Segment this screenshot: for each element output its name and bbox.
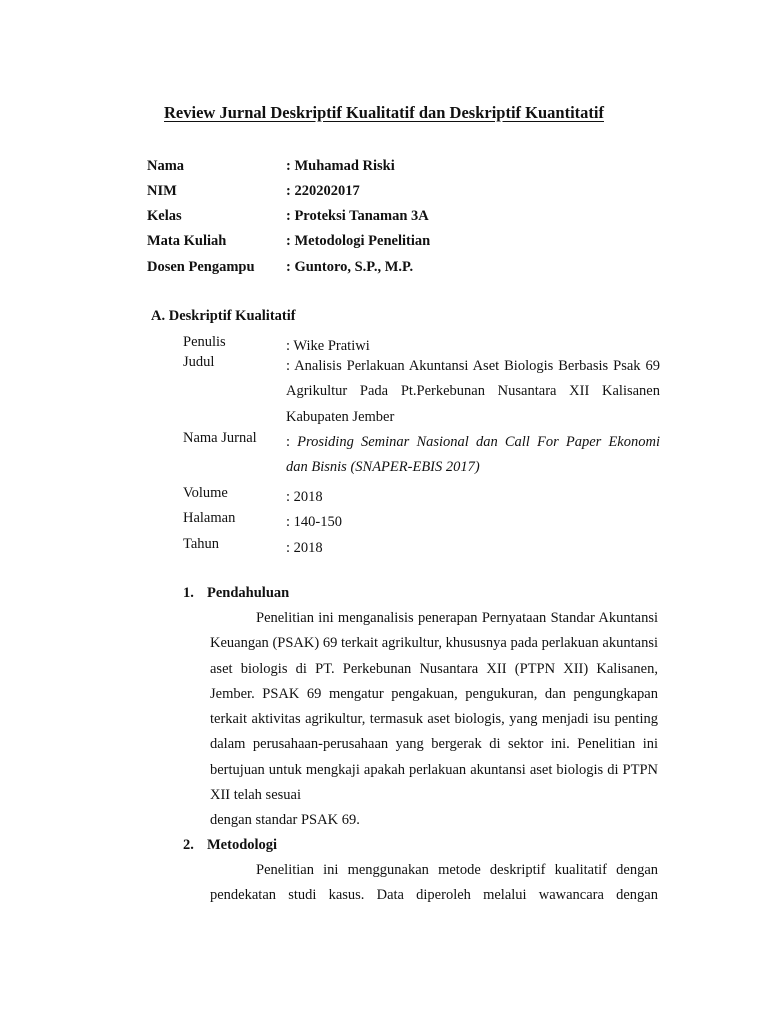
meta-value: : Wike Pratiwi (286, 338, 370, 354)
meta-label: Tahun (183, 536, 220, 552)
meta-value (286, 354, 660, 430)
info-label: Dosen Pengampu (147, 259, 255, 275)
subheading-text: Metodologi (207, 837, 278, 853)
jurnal-name-part2: dan Bisnis (SNAPER-EBIS 2017) (286, 459, 480, 476)
info-value: : Muhamad Riski (286, 158, 395, 174)
meta-value: : 2018 (286, 489, 323, 505)
subheading-pendahuluan (183, 585, 289, 602)
jurnal-name-part1: Prosiding Seminar Nasional dan Call For Paper Ekonomi (297, 434, 660, 450)
pendahuluan-paragraph (210, 606, 658, 834)
info-label: NIM (147, 183, 177, 199)
meta-label: Judul (183, 354, 215, 370)
meta-label: Penulis (183, 334, 226, 350)
info-value: : Proteksi Tanaman 3A (286, 208, 429, 224)
meta-label: Nama Jurnal (183, 430, 257, 446)
info-label: Nama (147, 158, 185, 174)
judul-value-part1: : Analisis Perlakuan Akuntansi Aset Biologis Berbasis Psak 69 Agrikultur Pada Pt.Perkebunan Nusantara XII Kalisanen (286, 358, 660, 400)
judul-value-part2: Kabupaten Jember (286, 408, 395, 425)
subheading-number: 2. (183, 837, 194, 853)
info-value: : 220202017 (286, 183, 360, 199)
section-a-heading: A. Deskriptif Kualitatif (151, 308, 296, 324)
jurnal-colon: : (286, 434, 298, 450)
meta-value: : 2018 (286, 540, 323, 556)
subheading-number: 1. (183, 585, 194, 601)
subheading-metodologi (183, 837, 277, 854)
document-title: Review Jurnal Deskriptif Kualitatif dan Deskriptif Kuantitatif (164, 103, 604, 122)
paragraph-last-line: dengan standar PSAK 69. (210, 812, 360, 829)
info-label: Kelas (147, 208, 182, 224)
paragraph-body: Penelitian ini menggunakan metode deskriptif kualitatif dengan pendekatan studi kasus. Data diperoleh melalui wawancara dengan (210, 862, 658, 904)
subheading-text: Pendahuluan (207, 585, 290, 601)
meta-label: Volume (183, 485, 228, 501)
meta-value: : 140-150 (286, 514, 342, 530)
info-value: : Metodologi Penelitian (286, 233, 431, 249)
info-value: : Guntoro, S.P., M.P. (286, 259, 414, 275)
meta-label: Halaman (183, 510, 236, 526)
meta-value (286, 430, 660, 481)
info-label: Mata Kuliah (147, 233, 227, 249)
paragraph-body: Penelitian ini menganalisis penerapan Pernyataan Standar Akuntansi Keuangan (PSAK) 69 terkait agrikultur, khususnya pada perlakuan akuntansi aset biologis di PT. Perkebunan Nusantara XII (PTPN XII) Kalisanen, Jember. PSAK 69 mengatur pengakuan, pengukuran, dan pengungkapan terkait aktivitas agrikultur, termasuk aset biologis, yang menjadi isu penting dalam perusahaan-perusahaan yang bergerak di sektor ini. Penelitian ini bertujuan untuk mengkaji apakah perlakuan akuntansi aset biologis di PTPN XII telah sesuai (210, 610, 658, 804)
metodologi-paragraph (210, 858, 658, 909)
